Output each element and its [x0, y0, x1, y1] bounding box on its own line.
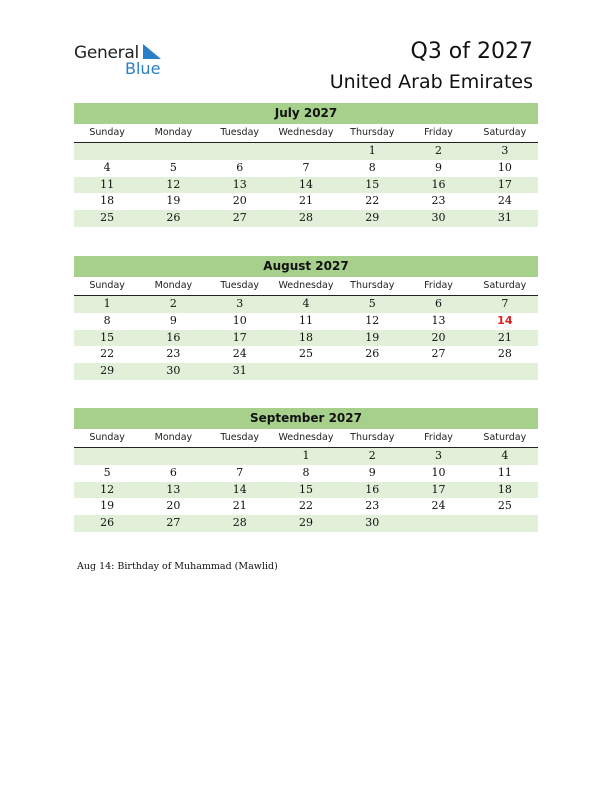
- day-cell: 6: [435, 297, 443, 310]
- month-title: August 2027: [74, 256, 538, 277]
- holiday-notes: [77, 561, 278, 572]
- day-cell: 29: [298, 516, 313, 530]
- month-august: [74, 256, 538, 380]
- weekday-header-row: [74, 429, 538, 448]
- week-row: [74, 210, 538, 227]
- weekday-label: Saturday: [483, 432, 527, 443]
- day-cell: 7: [302, 160, 310, 174]
- weekday-label: Thursday: [350, 432, 395, 443]
- day-cell: 20: [166, 499, 181, 513]
- day-cell: 26: [365, 347, 380, 361]
- day-cell: 4: [103, 160, 111, 174]
- day-cell: 16: [431, 177, 446, 191]
- day-cell: 16: [365, 482, 380, 496]
- day-cell: 13: [232, 177, 247, 191]
- week-row: [74, 346, 538, 363]
- weekday-label: Wednesday: [278, 432, 334, 443]
- day-cell: 31: [497, 211, 512, 225]
- day-cell: 24: [232, 347, 247, 361]
- day-cell: 9: [169, 313, 177, 327]
- day-cell: 21: [232, 499, 247, 513]
- week-row: [74, 330, 538, 347]
- day-cell: 15: [100, 330, 115, 344]
- day-cell: 24: [431, 499, 446, 513]
- weekday-label: Tuesday: [220, 432, 260, 443]
- day-cell: 27: [431, 347, 446, 361]
- day-cell: [140, 143, 206, 160]
- weekday-label: Thursday: [350, 127, 395, 138]
- weekday-label: Tuesday: [220, 280, 260, 291]
- weekday-label: Saturday: [483, 280, 527, 291]
- day-cell: 19: [166, 194, 181, 208]
- day-cell: 11: [298, 313, 313, 327]
- day-cell: 30: [365, 516, 380, 530]
- day-cell: 22: [365, 194, 380, 208]
- day-cell: 17: [431, 482, 446, 496]
- weekday-label: Thursday: [350, 280, 395, 291]
- day-cell: 12: [365, 313, 380, 327]
- holiday-day-cell: 14: [497, 313, 513, 327]
- day-cell: 6: [169, 465, 177, 479]
- day-cell: 16: [166, 330, 181, 344]
- weekday-label: Monday: [154, 432, 193, 443]
- week-row: [74, 482, 538, 499]
- day-cell: 29: [100, 364, 115, 378]
- weekday-label: Friday: [424, 280, 453, 291]
- day-cell: 18: [298, 330, 313, 344]
- week-row: [74, 465, 538, 482]
- day-cell: [472, 363, 538, 380]
- day-cell: [273, 143, 339, 160]
- month-july: [74, 103, 538, 227]
- day-cell: 20: [431, 330, 446, 344]
- day-cell: 22: [298, 499, 313, 513]
- day-cell: 23: [166, 347, 181, 361]
- day-cell: 14: [298, 177, 313, 191]
- day-cell: 19: [100, 499, 115, 513]
- day-cell: 3: [236, 297, 244, 310]
- month-title: July 2027: [74, 103, 538, 124]
- day-cell: 25: [298, 347, 313, 361]
- day-cell: 6: [236, 160, 244, 174]
- day-cell: [140, 448, 206, 465]
- day-cell: 18: [497, 482, 512, 496]
- day-cell: 3: [501, 144, 509, 157]
- weekday-label: Friday: [424, 127, 453, 138]
- week-row: [74, 296, 538, 313]
- day-cell: [339, 363, 405, 380]
- day-cell: [405, 363, 471, 380]
- weekday-label: Sunday: [89, 127, 125, 138]
- day-cell: 3: [435, 449, 443, 462]
- day-cell: 30: [431, 211, 446, 225]
- day-cell: 5: [368, 297, 376, 310]
- weekday-label: Monday: [154, 127, 193, 138]
- day-cell: 20: [232, 194, 247, 208]
- weekday-label: Sunday: [89, 432, 125, 443]
- day-cell: 1: [368, 144, 376, 157]
- day-cell: [74, 143, 140, 160]
- day-cell: 1: [302, 449, 310, 462]
- day-cell: 15: [298, 482, 313, 496]
- week-row: [74, 448, 538, 465]
- weekday-label: Saturday: [483, 127, 527, 138]
- day-cell: 26: [166, 211, 181, 225]
- day-cell: [74, 448, 140, 465]
- day-cell: 23: [431, 194, 446, 208]
- day-cell: 27: [232, 211, 247, 225]
- weekday-label: Friday: [424, 432, 453, 443]
- day-cell: 4: [501, 449, 509, 462]
- day-cell: 31: [232, 364, 247, 378]
- day-cell: 8: [302, 465, 310, 479]
- week-row: [74, 498, 538, 515]
- day-cell: [207, 448, 273, 465]
- day-cell: 13: [166, 482, 181, 496]
- day-cell: 29: [365, 211, 380, 225]
- day-cell: 4: [302, 297, 310, 310]
- weekday-label: Wednesday: [278, 280, 334, 291]
- day-cell: 9: [435, 160, 443, 174]
- day-cell: 28: [298, 211, 313, 225]
- day-cell: 22: [100, 347, 115, 361]
- day-cell: 2: [169, 297, 177, 310]
- day-cell: 11: [497, 465, 512, 479]
- day-cell: 17: [232, 330, 247, 344]
- day-cell: 30: [166, 364, 181, 378]
- day-cell: 26: [100, 516, 115, 530]
- day-cell: 25: [497, 499, 512, 513]
- day-cell: 10: [497, 160, 512, 174]
- day-cell: [207, 143, 273, 160]
- day-cell: [405, 515, 471, 532]
- day-cell: 5: [169, 160, 177, 174]
- day-cell: 8: [368, 160, 376, 174]
- day-cell: 2: [435, 144, 443, 157]
- day-cell: 12: [166, 177, 181, 191]
- week-row: [74, 363, 538, 380]
- generalblue-logo: [74, 43, 184, 83]
- day-cell: 10: [431, 465, 446, 479]
- day-cell: 23: [365, 499, 380, 513]
- day-cell: 28: [497, 347, 512, 361]
- weekday-label: Wednesday: [278, 127, 334, 138]
- day-cell: 21: [298, 194, 313, 208]
- holiday-note: Aug 14: Birthday of Muhammad (Mawlid): [77, 561, 278, 572]
- day-cell: 27: [166, 516, 181, 530]
- day-cell: 28: [232, 516, 247, 530]
- day-cell: 24: [497, 194, 512, 208]
- logo-word-general: General: [74, 43, 139, 63]
- logo-triangle-icon: [141, 44, 161, 60]
- day-cell: [472, 515, 538, 532]
- week-row: [74, 313, 538, 330]
- day-cell: 19: [365, 330, 380, 344]
- weekday-header-row: [74, 277, 538, 296]
- week-row: [74, 160, 538, 177]
- day-cell: 14: [232, 482, 247, 496]
- country-subtitle: United Arab Emirates: [329, 71, 533, 93]
- week-row: [74, 515, 538, 532]
- day-cell: 25: [100, 211, 115, 225]
- week-row: [74, 193, 538, 210]
- month-title: September 2027: [74, 408, 538, 429]
- day-cell: 12: [100, 482, 115, 496]
- weekday-label: Monday: [154, 280, 193, 291]
- week-row: [74, 177, 538, 194]
- day-cell: [273, 363, 339, 380]
- logo-word-blue: Blue: [125, 59, 161, 78]
- weekday-header-row: [74, 124, 538, 143]
- day-cell: 18: [100, 194, 115, 208]
- day-cell: 11: [100, 177, 115, 191]
- day-cell: 1: [103, 297, 111, 310]
- day-cell: 15: [365, 177, 380, 191]
- day-cell: 10: [232, 313, 247, 327]
- day-cell: 8: [103, 313, 111, 327]
- day-cell: 9: [368, 465, 376, 479]
- day-cell: 2: [368, 449, 376, 462]
- page-title: Q3 of 2027: [410, 39, 533, 64]
- day-cell: 13: [431, 313, 446, 327]
- day-cell: 7: [236, 465, 244, 479]
- weekday-label: Tuesday: [220, 127, 260, 138]
- week-row: [74, 143, 538, 160]
- day-cell: 21: [497, 330, 512, 344]
- month-september: [74, 408, 538, 532]
- day-cell: 7: [501, 297, 509, 310]
- weekday-label: Sunday: [89, 280, 125, 291]
- day-cell: 5: [103, 465, 111, 479]
- day-cell: 17: [497, 177, 512, 191]
